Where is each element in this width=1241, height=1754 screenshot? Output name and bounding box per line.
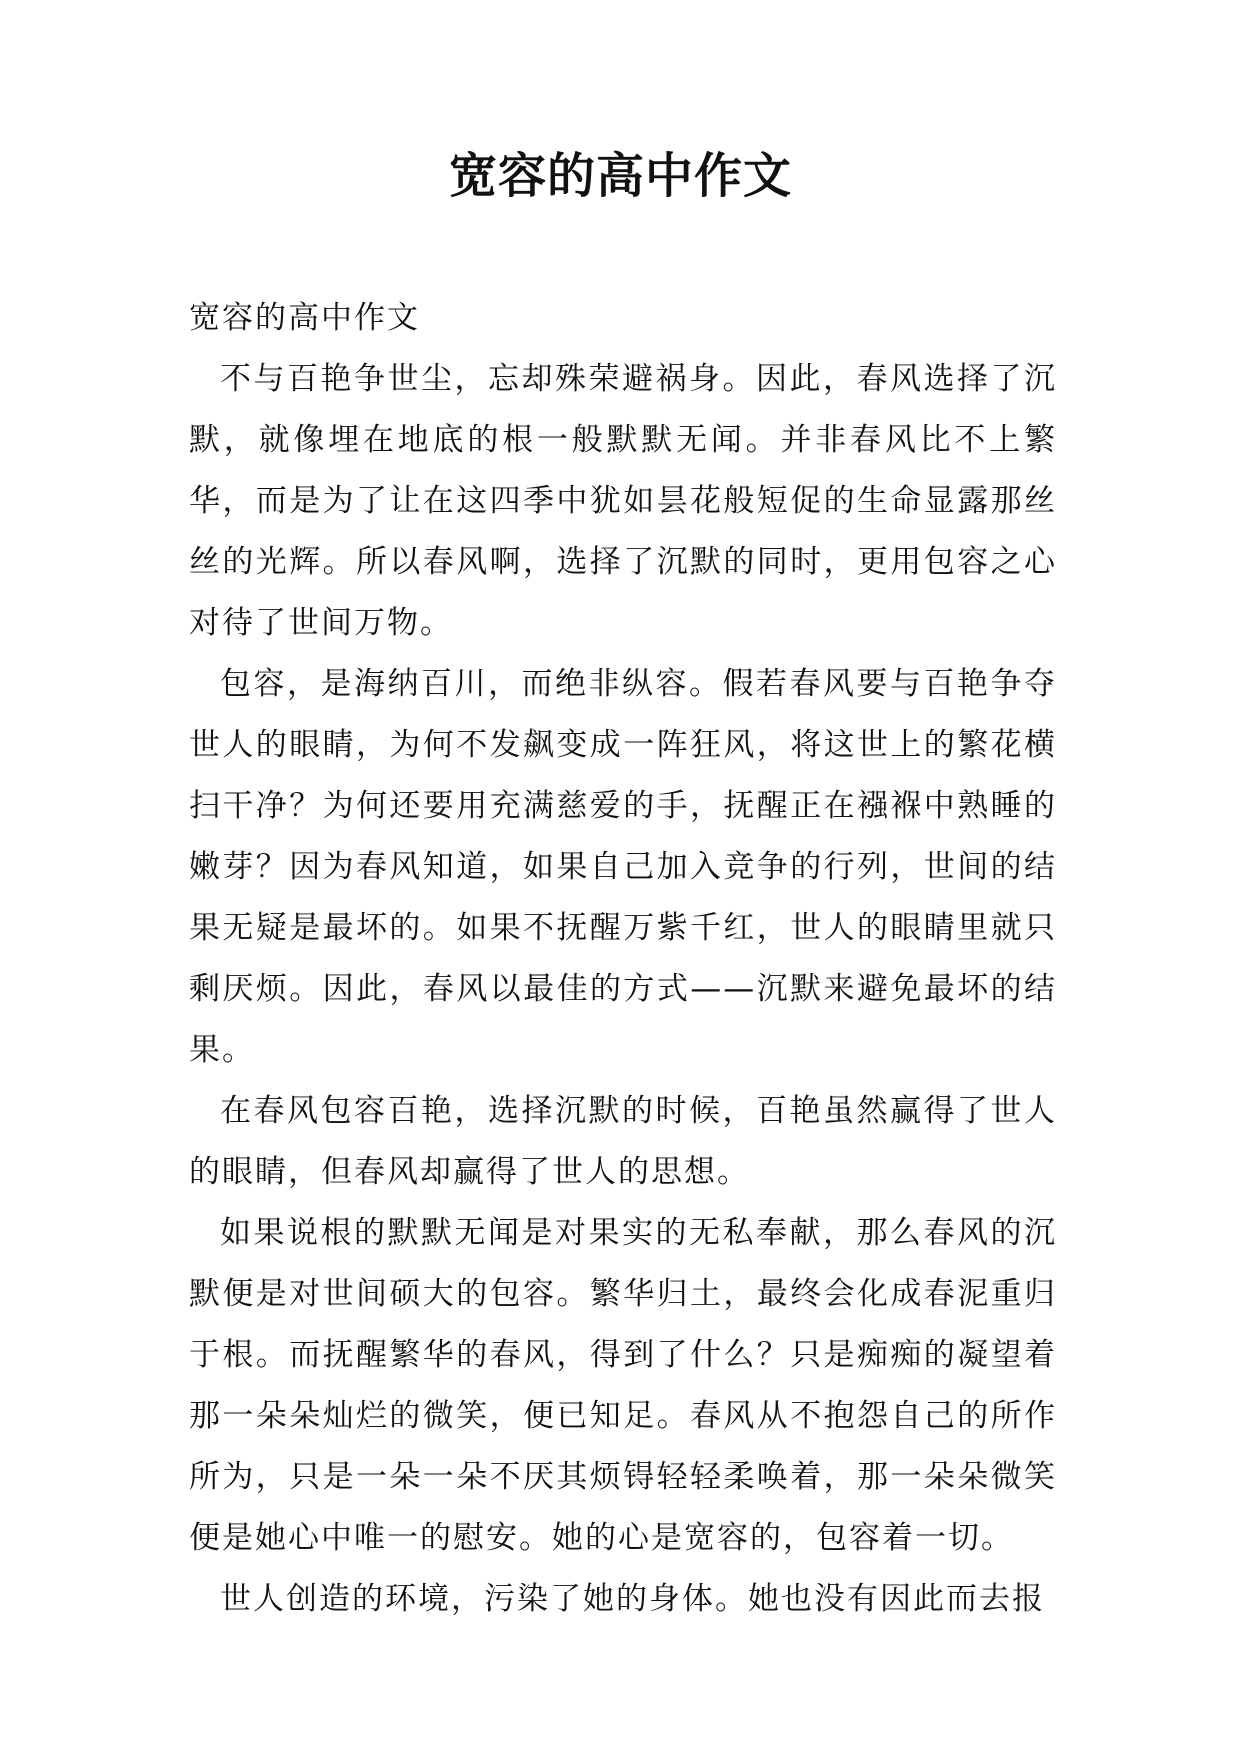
paragraph-3: 在春风包容百艳，选择沉默的时候，百艳虽然赢得了世人的眼睛，但春风却赢得了世人的思想。	[189, 1093, 1057, 1190]
paragraph-4: 如果说根的默默无闻是对果实的无私奉献，那么春风的沉默便是对世间硕大的包容。繁华归土，最终会化成春泥重归于根。而抚醒繁华的春风，得到了什么？只是痴痴的凝望着那一朵朵灿烂的微笑，便已知足。春风从不抱怨自己的所作所为，只是一朵一朵不厌其烦锝轻轻柔唤着，那一朵朵微笑便是她心中唯一的慰安。她的心是宽容的，包容着一切。	[189, 1215, 1057, 1556]
paragraph-5: 世人创造的环境，污染了她的身体。她也没有因此而去报	[220, 1581, 1045, 1617]
paragraph-2: 包容，是海纳百川，而绝非纵容。假若春风要与百艳争夺世人的眼睛，为何不发飙变成一阵狂风，将这世上的繁花横扫干净？为何还要用充满慈爱的手，抚醒正在襁褓中熟睡的嫩芽？因为春风知道，如果自己加入竞争的行列，世间的结果无疑是最坏的。如果不抚醒万紫千红，世人的眼睛里就只剩厌烦。因此，春风以最佳的方式——沉默来避免最坏的结果。	[189, 666, 1057, 1068]
document-title: 宽容的高中作文	[448, 148, 792, 204]
document-body	[189, 288, 1057, 1630]
paragraph-1: 不与百艳争世尘，忘却殊荣避祸身。因此，春风选择了沉默，就像埋在地底的根一般默默无闻。并非春风比不上繁华，而是为了让在这四季中犹如昙花般短促的生命显露那丝丝的光辉。所以春风啊，选择了沉默的同时，更用包容之心对待了世间万物。	[189, 361, 1057, 641]
essay-subtitle: 宽容的高中作文	[189, 300, 420, 336]
